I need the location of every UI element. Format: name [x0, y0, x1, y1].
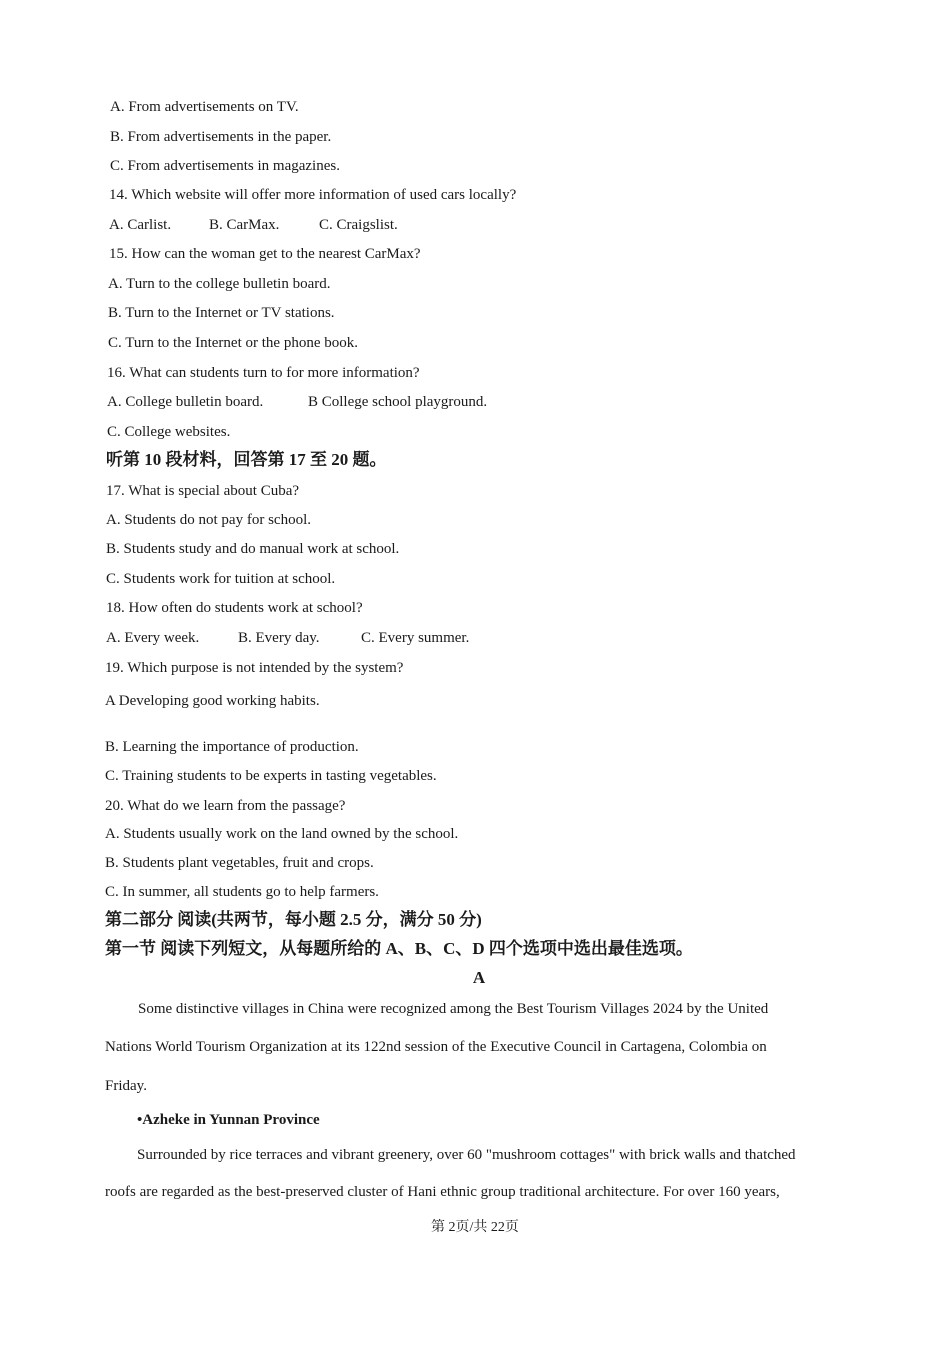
passage-p2-line2: roofs are regarded as the best-preserved cluster of Hani ethnic group traditional architecture. For over 160 years,	[105, 1184, 780, 1200]
option-14b: B. CarMax.	[209, 217, 280, 233]
passage-letter: A	[472, 968, 486, 987]
question-20: 20. What do we learn from the passage?	[105, 798, 346, 814]
page-number: 第 2页/共 22页	[431, 1220, 519, 1235]
option-20b: B. Students plant vegetables, fruit and crops.	[105, 855, 374, 871]
passage-p2-line1: Surrounded by rice terraces and vibrant greenery, over 60 "mushroom cottages" with brick walls and thatched	[137, 1147, 796, 1163]
option-14c: C. Craigslist.	[319, 217, 398, 233]
question-18: 18. How often do students work at school?	[106, 600, 363, 616]
option-17c: C. Students work for tuition at school.	[106, 571, 336, 587]
option-20a: A. Students usually work on the land owned by the school.	[105, 826, 459, 842]
passage-p1-line1: Some distinctive villages in China were recognized among the Best Tourism Villages 2024 by the United	[138, 1001, 769, 1017]
option-20c: C. In summer, all students go to help farmers.	[105, 884, 379, 900]
part-2-title: 第二部分 阅读(共两节，每小题 2.5 分，满分 50 分)	[105, 910, 482, 929]
option-14a: A. Carlist.	[109, 217, 172, 233]
section-10-heading: 听第 10 段材料，回答第 17 至 20 题。	[106, 450, 387, 469]
option-16a: A. College bulletin board.	[107, 394, 264, 410]
question-14: 14. Which website will offer more information of used cars locally?	[109, 187, 517, 203]
question-19: 19. Which purpose is not intended by the system?	[105, 660, 404, 676]
option-13b: B. From advertisements in the paper.	[110, 129, 332, 145]
option-15b: B. Turn to the Internet or TV stations.	[108, 305, 335, 321]
option-16b: B College school playground.	[308, 394, 488, 410]
option-17b: B. Students study and do manual work at school.	[106, 541, 400, 557]
passage-p1-line3: Friday.	[105, 1078, 147, 1094]
option-17a: A. Students do not pay for school.	[106, 512, 311, 528]
question-17: 17. What is special about Cuba?	[106, 483, 300, 499]
option-19a: A Developing good working habits.	[105, 693, 320, 709]
option-19b: B. Learning the importance of production.	[105, 739, 359, 755]
passage-subheading: •Azheke in Yunnan Province	[137, 1112, 320, 1128]
option-13a: A. From advertisements on TV.	[110, 99, 299, 115]
question-15: 15. How can the woman get to the nearest CarMax?	[109, 246, 421, 262]
option-13c: C. From advertisements in magazines.	[110, 158, 340, 174]
option-15a: A. Turn to the college bulletin board.	[108, 276, 331, 292]
passage-p1-line2: Nations World Tourism Organization at its 122nd session of the Executive Council in Cartagena, Colombia on	[105, 1039, 767, 1055]
option-18c: C. Every summer.	[361, 630, 470, 646]
option-19c: C. Training students to be experts in tasting vegetables.	[105, 768, 437, 784]
option-15c: C. Turn to the Internet or the phone book.	[108, 335, 358, 351]
question-16: 16. What can students turn to for more information?	[107, 365, 420, 381]
option-18b: B. Every day.	[238, 630, 320, 646]
section-1-instruction: 第一节 阅读下列短文，从每题所给的 A、B、C、D 四个选项中选出最佳选项。	[105, 939, 693, 958]
option-18a: A. Every week.	[106, 630, 200, 646]
option-16c: C. College websites.	[107, 424, 231, 440]
